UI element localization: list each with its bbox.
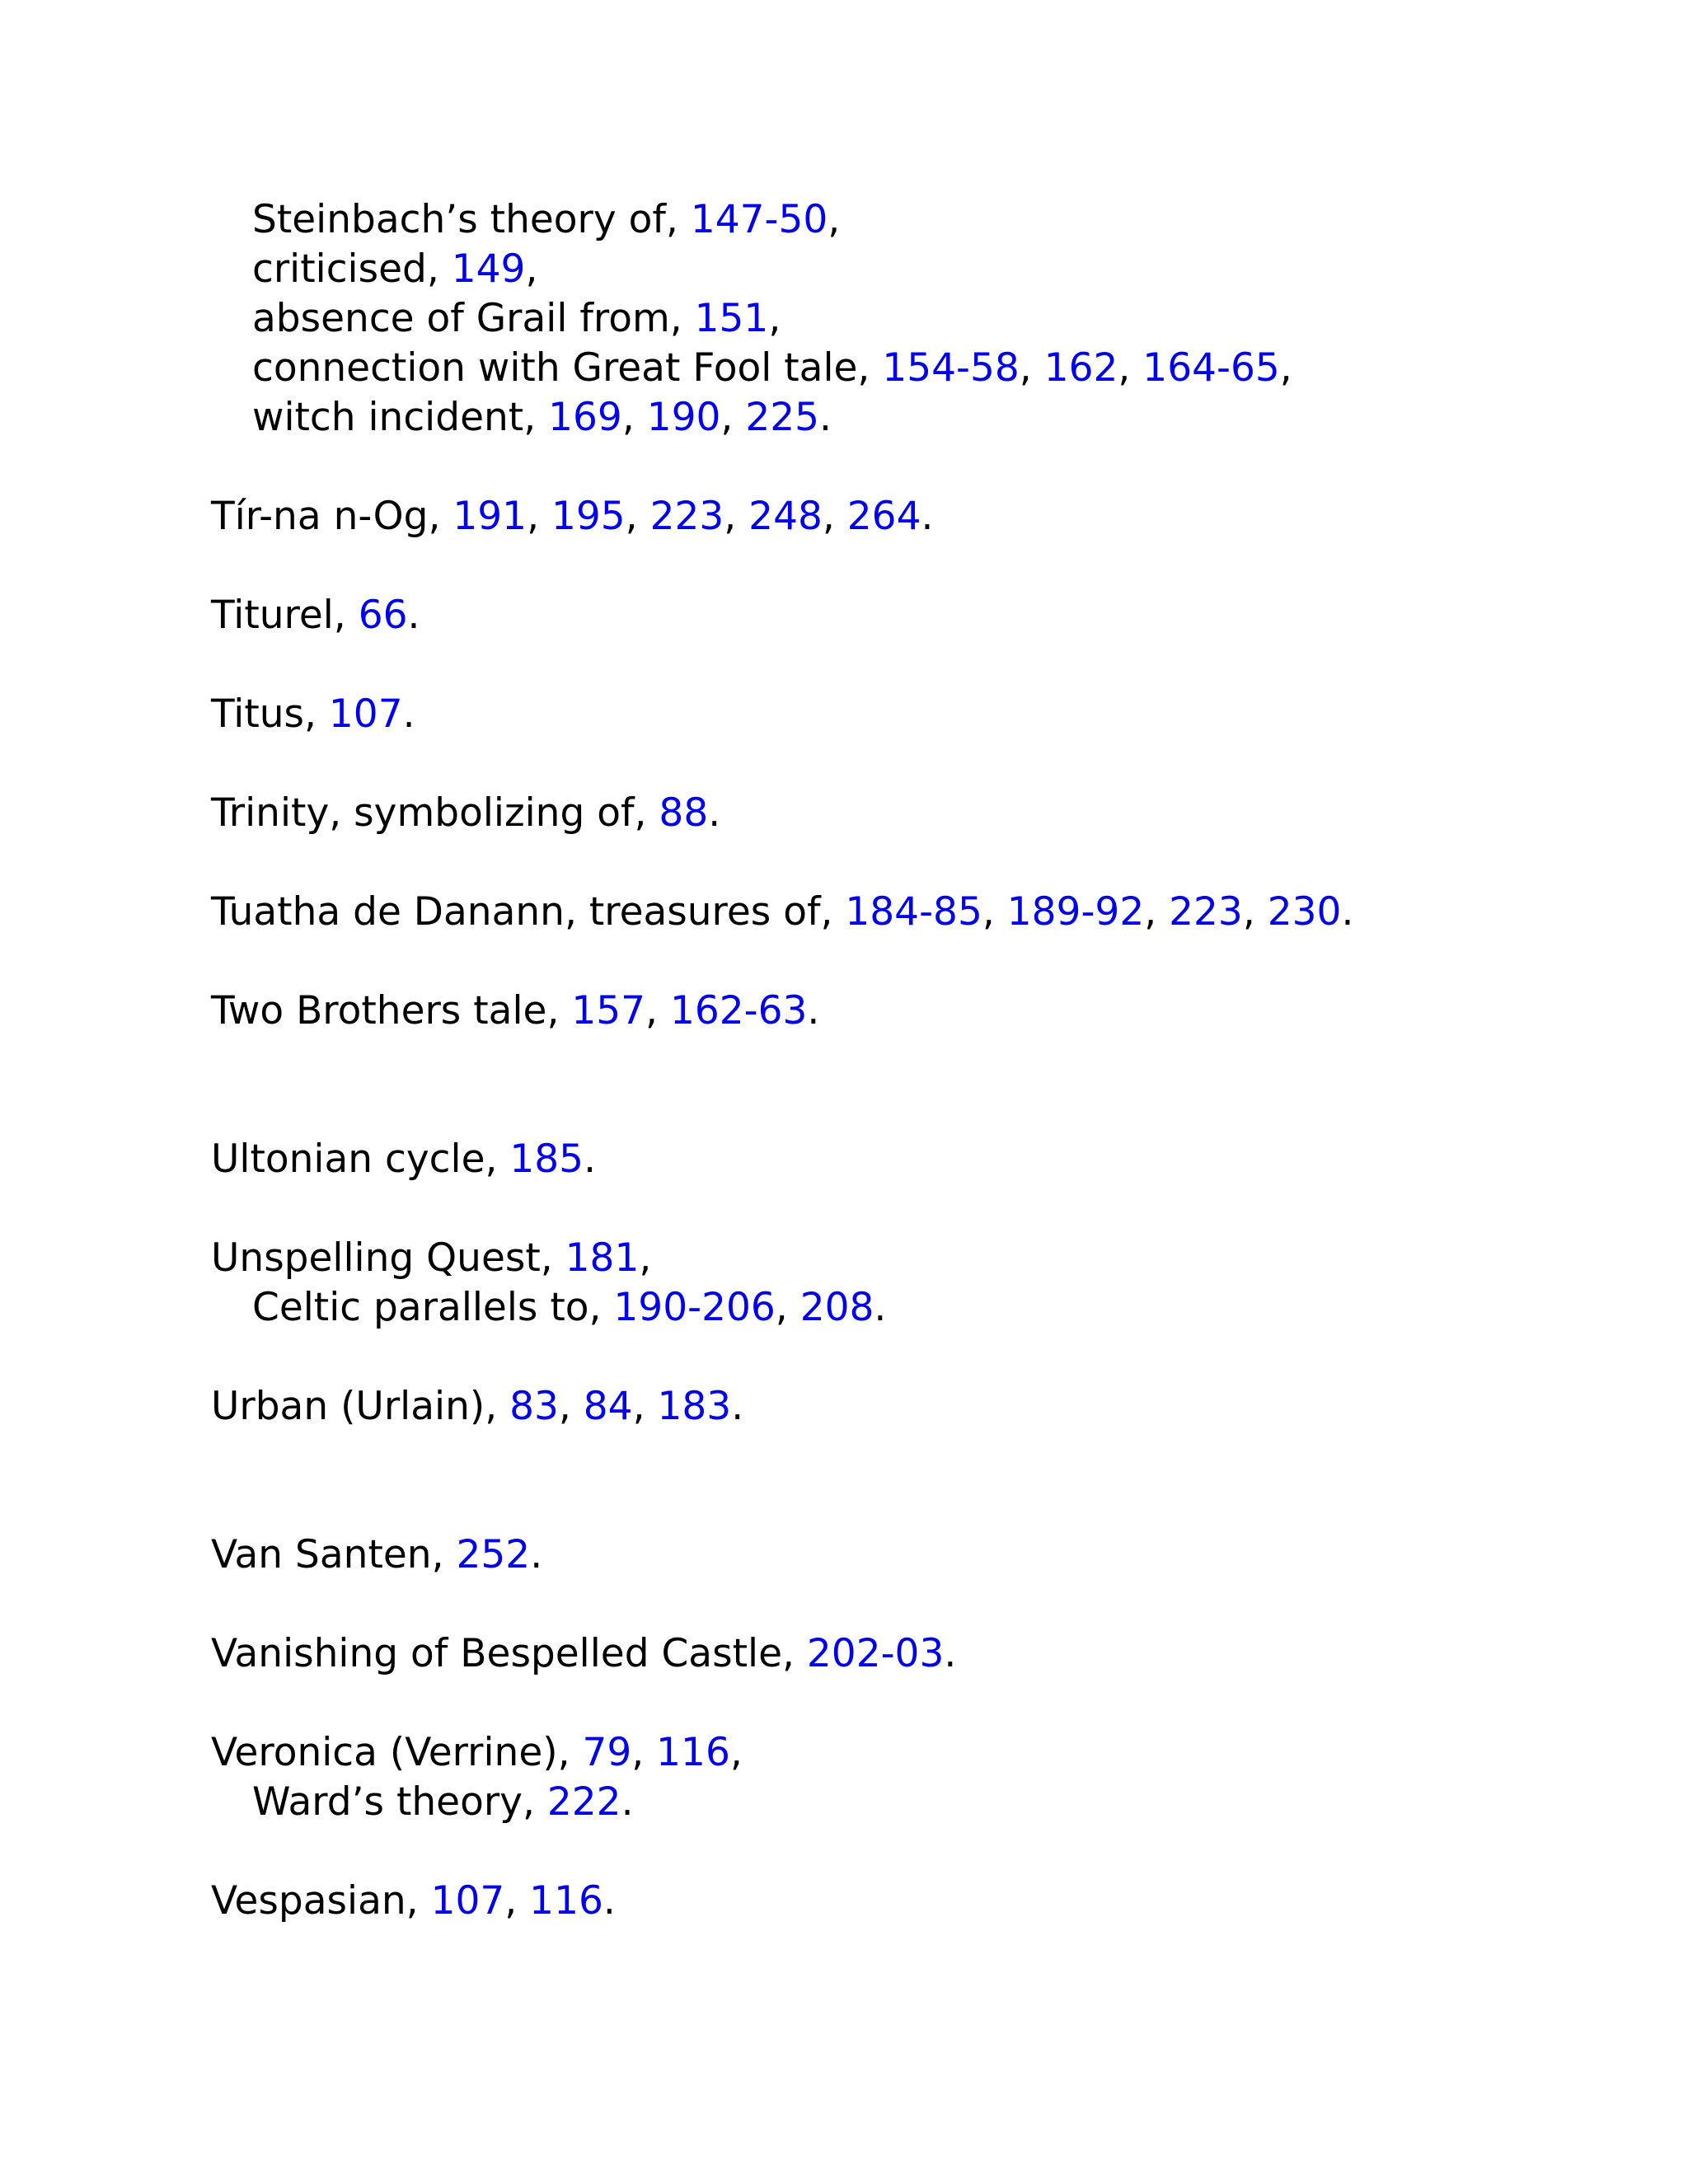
page-link[interactable]: 149 <box>451 246 526 292</box>
entry-term: criticised, <box>252 246 452 292</box>
entry-end-punctuation: . <box>530 1532 543 1577</box>
index-entry <box>211 591 1612 640</box>
entry-term: Unspelling Quest, <box>211 1235 565 1281</box>
entry-end-punctuation: , <box>525 246 538 292</box>
page-link[interactable]: 202-03 <box>806 1631 945 1676</box>
entry-spacer <box>211 1184 1612 1234</box>
entry-end-punctuation: . <box>407 593 420 638</box>
page-separator: , <box>625 494 650 539</box>
page-separator: , <box>1118 345 1143 391</box>
page-link[interactable]: 191 <box>452 494 528 539</box>
entry-end-punctuation: . <box>402 691 415 737</box>
entry-spacer <box>211 1333 1612 1382</box>
entry-term: Veronica (Verrine), <box>211 1730 583 1775</box>
entry-term: absence of Grail from, <box>252 296 695 341</box>
index-subentry <box>211 294 1612 344</box>
page-separator: , <box>822 494 847 539</box>
entry-spacer <box>211 838 1612 888</box>
entry-spacer <box>211 937 1612 987</box>
page-link[interactable]: 151 <box>694 296 769 341</box>
index-entry <box>211 1382 1612 1432</box>
page-separator: , <box>724 494 749 539</box>
page-link[interactable]: 66 <box>358 593 408 638</box>
page-link[interactable]: 154-58 <box>882 345 1020 391</box>
entry-spacer <box>211 1432 1612 1530</box>
entry-end-punctuation: . <box>708 790 721 836</box>
entry-term: witch incident, <box>252 395 549 440</box>
index-subentry <box>211 195 1612 245</box>
entry-spacer <box>211 1036 1612 1135</box>
index-entry <box>211 1234 1612 1283</box>
entry-term: Trinity, symbolizing of, <box>211 790 659 836</box>
page-separator: , <box>1019 345 1044 391</box>
index-entry <box>211 1629 1612 1679</box>
entry-spacer <box>211 739 1612 789</box>
index-entry <box>211 1877 1612 1926</box>
index-subentry <box>211 1778 1612 1827</box>
page-link[interactable]: 157 <box>571 988 646 1033</box>
page-link[interactable]: 190-206 <box>613 1285 776 1330</box>
entry-end-punctuation: . <box>807 988 820 1033</box>
entry-term: Two Brothers tale, <box>211 988 572 1033</box>
page-link[interactable]: 116 <box>529 1878 603 1924</box>
page-separator: , <box>775 1285 800 1330</box>
entry-spacer <box>211 640 1612 690</box>
index-entry <box>211 888 1612 937</box>
entry-spacer <box>211 1679 1612 1728</box>
page-separator: , <box>558 1384 584 1429</box>
page-separator: , <box>621 395 647 440</box>
page-link[interactable]: 107 <box>430 1878 505 1924</box>
page-link[interactable]: 181 <box>565 1235 640 1281</box>
entry-spacer <box>211 1580 1612 1629</box>
page-link[interactable]: 195 <box>551 494 626 539</box>
page-link[interactable]: 116 <box>656 1730 730 1775</box>
entry-term: Tuatha de Danann, treasures of, <box>211 889 846 935</box>
page-separator: , <box>720 395 746 440</box>
entry-term: Van Santen, <box>211 1532 457 1577</box>
page-link[interactable]: 208 <box>799 1285 874 1330</box>
entry-end-punctuation: . <box>819 395 832 440</box>
entry-term: Ward’s theory, <box>252 1779 547 1825</box>
index-entry <box>211 987 1612 1036</box>
index-entry <box>211 690 1612 739</box>
entry-end-punctuation: , <box>729 1730 743 1775</box>
page-link[interactable]: 230 <box>1267 889 1342 935</box>
entry-spacer <box>211 541 1612 591</box>
page-link[interactable]: 164-65 <box>1142 345 1280 391</box>
page-separator: , <box>1144 889 1170 935</box>
entry-spacer <box>211 443 1612 492</box>
entry-term: Tír-na n-Og, <box>211 494 453 539</box>
page-separator: , <box>645 988 670 1033</box>
entry-end-punctuation: , <box>639 1235 652 1281</box>
entry-spacer <box>211 1827 1612 1877</box>
page-separator: , <box>982 889 1007 935</box>
entry-term: Titus, <box>211 691 329 737</box>
page-separator: , <box>527 494 551 539</box>
entry-term: connection with Great Fool tale, <box>252 345 883 391</box>
page-separator: , <box>632 1384 658 1429</box>
entry-term: Titurel, <box>211 593 359 638</box>
index-entry <box>211 1530 1612 1580</box>
index-entry <box>211 789 1612 838</box>
page-link[interactable]: 147-50 <box>690 197 828 242</box>
entry-end-punctuation: . <box>603 1878 616 1924</box>
page-separator: , <box>1242 889 1268 935</box>
page-link[interactable]: 162 <box>1043 345 1118 391</box>
entry-term: Urban (Urlain), <box>211 1384 510 1429</box>
index-entry <box>211 492 1612 541</box>
entry-term: Ultonian cycle, <box>211 1137 510 1182</box>
entry-end-punctuation: . <box>731 1384 744 1429</box>
entry-end-punctuation: , <box>1279 345 1292 391</box>
entry-term: Celtic parallels to, <box>252 1285 614 1330</box>
index-subentry <box>211 344 1612 393</box>
entry-end-punctuation: . <box>944 1631 957 1676</box>
page-separator: , <box>631 1730 657 1775</box>
page-link[interactable]: 225 <box>745 395 820 440</box>
page-link[interactable]: 84 <box>583 1384 633 1429</box>
index-subentry <box>211 393 1612 443</box>
index-subentry <box>211 1283 1612 1333</box>
page-link[interactable]: 107 <box>328 691 403 737</box>
page-link[interactable]: 264 <box>846 494 921 539</box>
entry-term: Vanishing of Bespelled Castle, <box>211 1631 807 1676</box>
page-link[interactable]: 169 <box>548 395 622 440</box>
page-link[interactable]: 183 <box>657 1384 732 1429</box>
index-entry <box>211 1728 1612 1778</box>
page-link[interactable]: 223 <box>649 494 724 539</box>
entry-end-punctuation: , <box>768 296 781 341</box>
page-link[interactable]: 162-63 <box>669 988 808 1033</box>
index-subentry <box>211 245 1612 294</box>
index-entries <box>211 195 1612 1926</box>
page-link[interactable]: 83 <box>509 1384 559 1429</box>
entry-term: Vespasian, <box>211 1878 431 1924</box>
entry-end-punctuation: . <box>584 1137 597 1182</box>
index-entry <box>211 1135 1612 1184</box>
page-link[interactable]: 185 <box>509 1137 584 1182</box>
entry-end-punctuation: , <box>828 197 841 242</box>
entry-term: Steinbach’s theory of, <box>252 197 691 242</box>
page-link[interactable]: 88 <box>659 790 709 836</box>
page-link[interactable]: 252 <box>456 1532 531 1577</box>
entry-end-punctuation: . <box>874 1285 887 1330</box>
entry-end-punctuation: . <box>621 1779 634 1825</box>
page-link[interactable]: 189-92 <box>1006 889 1145 935</box>
entry-end-punctuation: . <box>1341 889 1354 935</box>
page-link[interactable]: 222 <box>546 1779 621 1825</box>
page-separator: , <box>504 1878 530 1924</box>
page-link[interactable]: 184-85 <box>845 889 982 935</box>
page-link[interactable]: 79 <box>582 1730 632 1775</box>
entry-end-punctuation: . <box>921 494 934 539</box>
page-link[interactable]: 223 <box>1169 889 1243 935</box>
page-link[interactable]: 248 <box>748 494 823 539</box>
page-link[interactable]: 190 <box>646 395 721 440</box>
